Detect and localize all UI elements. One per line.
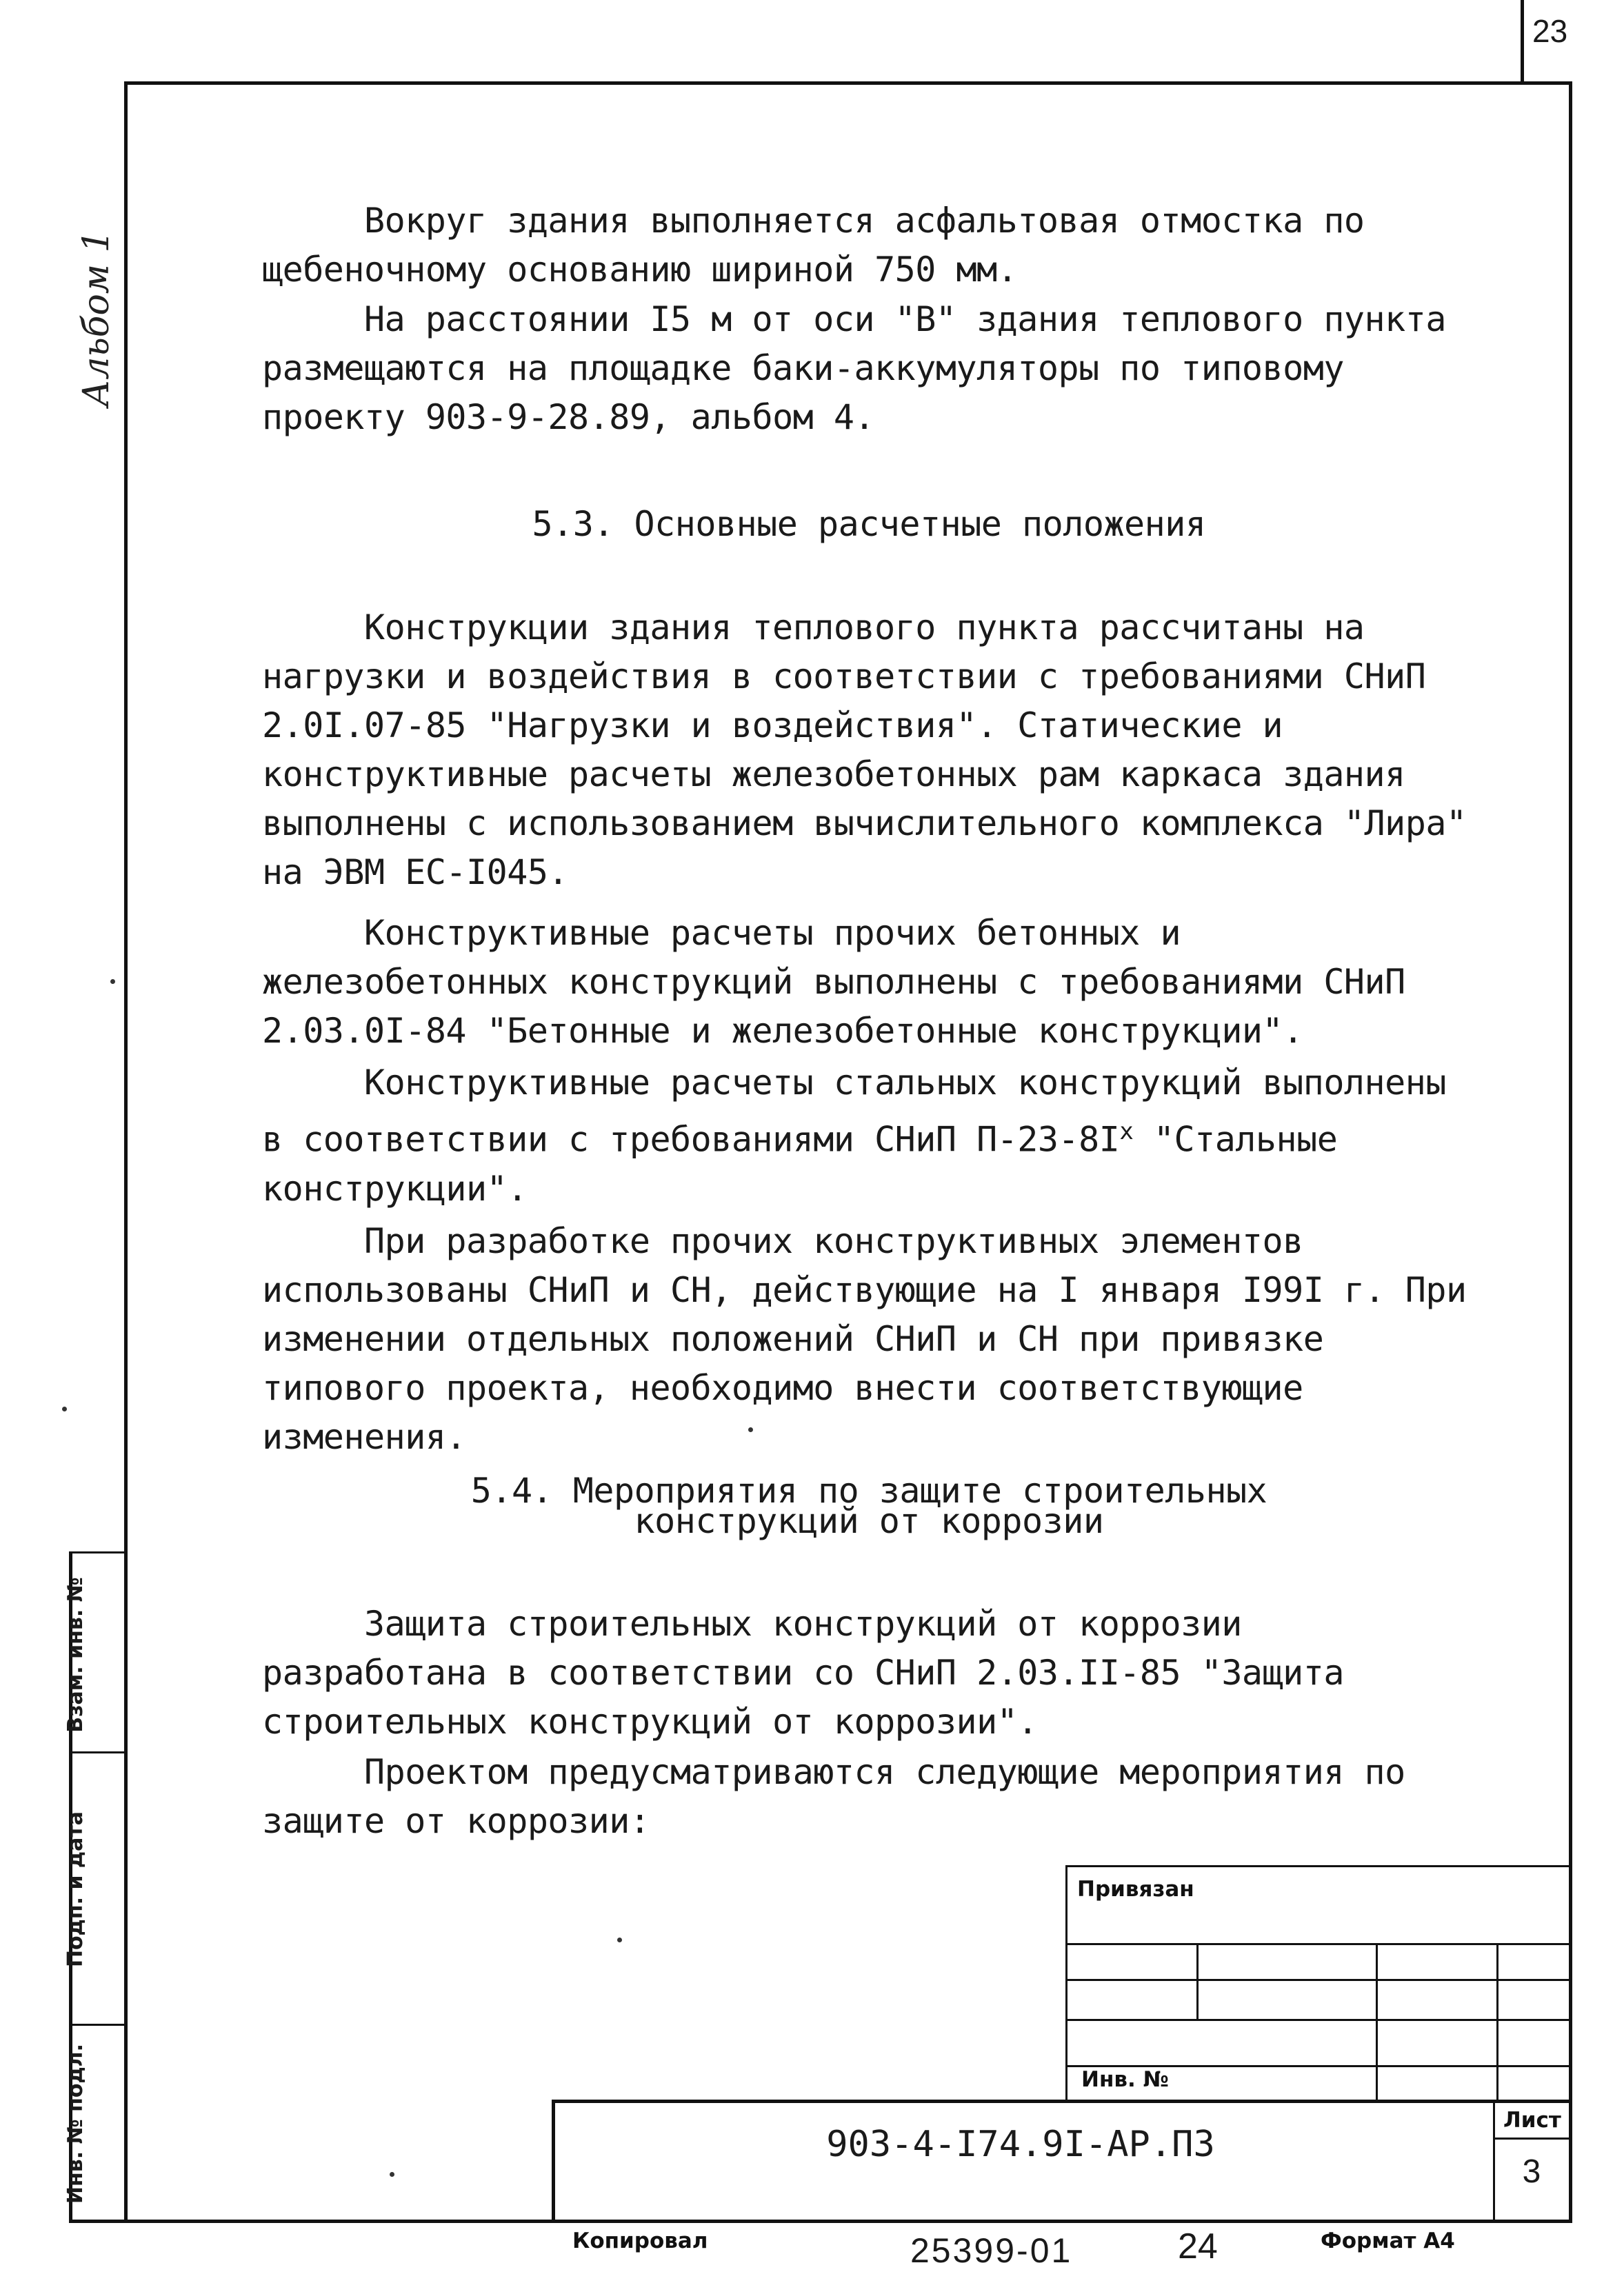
inv-no-label: Инв. № (1081, 2067, 1169, 2092)
paragraph-stal: Конструктивные расчеты стальных конструкций выполнены в соответствии с требованиями СНиП $П-23-8I^x$ "Стальные конструкции". (262, 1063, 1446, 1209)
frame-left (124, 81, 128, 2223)
scan-speck (748, 1427, 753, 1432)
paragraph-otmostka: Вокруг здания выполняется асфальтовая отмостка по щебеночному основанию шириной 750 мм. (262, 201, 1365, 290)
scan-speck (390, 2172, 394, 2177)
sheet-label: Лист (1503, 2108, 1561, 2133)
privyazan-col-3 (1496, 1943, 1498, 2103)
footer-format: Формат А4 (1321, 2229, 1455, 2253)
title-block-top (552, 2100, 1572, 2103)
page-number-divider (1521, 0, 1524, 81)
paragraph-snip: При разработке прочих конструктивных элементов использованы СНиП и СН, действующие на I января I99I г. При изменении отдельных положений СНиП и СН при привязке типового проекта, необходимо внести соответствующие изменения. (262, 1221, 1467, 1457)
frame-right (1569, 81, 1572, 2223)
side-stamp-divider-2 (69, 2024, 126, 2026)
privyazan-col-2 (1376, 1943, 1378, 2103)
sheet-label-divider (1493, 2138, 1570, 2140)
side-stamp-top (69, 1551, 126, 1553)
heading-5-4-line2: конструкций от коррозии (634, 1501, 1104, 1541)
side-stamp-divider-1 (69, 1751, 126, 1753)
scan-speck (110, 979, 115, 984)
footer-page-seq: 24 (1178, 2226, 1218, 2266)
privyazan-left (1065, 1865, 1067, 2103)
page-number: 23 (1532, 13, 1568, 49)
privyazan-label: Привязан (1077, 1877, 1194, 1902)
document-code: 903-4-I74.9I-АР.ПЗ (826, 2124, 1215, 2165)
privyazan-col-1 (1196, 1943, 1199, 2019)
privyazan-row-1 (1065, 1943, 1570, 1945)
paragraph-baki: На расстоянии I5 м от оси "В" здания теплового пункта размещаются на площадке баки-аккумуляторы по типовому проекту 903-9-28.89, альбом 4. (262, 299, 1446, 437)
paragraph-konstrukcii: Конструкции здания теплового пункта рассчитаны на нагрузки и воздействия в соответствии с требованиями СНиП 2.0I.07-85 "Нагрузки и воздействия". Статические и конструктивные расчеты железобетонных рам каркаса здания выполнены с использованием вычислительного комплекса "Лира" на ЭВМ ЕС-I045. (262, 607, 1467, 892)
footer-order-no: 25399-01 (910, 2231, 1073, 2270)
paragraph-zaschita: Защита строительных конструкций от коррозии разработана в соответствии со СНиП 2.03.II-85 "Защита строительных конструкций от коррозии". (262, 1604, 1344, 1742)
frame-bottom (69, 2220, 1572, 2223)
scan-speck (62, 1407, 67, 1411)
privyazan-top (1065, 1865, 1570, 1867)
footer-copied: Копировал (572, 2229, 708, 2253)
heading-5-4 (262, 1471, 1476, 1541)
privyazan-row-2 (1065, 1979, 1570, 1981)
scan-speck (617, 1938, 622, 1942)
paragraph-meropriyatiya: Проектом предусматриваются следующие мероприятия по защите от коррозии: (262, 1752, 1405, 1841)
side-label-inv-podl: Инв. № подл. (63, 2043, 88, 2204)
heading-5-3: 5.3. Основные расчетные положения (532, 504, 1206, 544)
margin-note: Альбом 1 (76, 230, 117, 407)
paragraph-beton: Конструктивные расчеты прочих бетонных и железобетонных конструкций выполнены с требованиями СНиП 2.03.0I-84 "Бетонные и железобетонные конструкции". (262, 913, 1405, 1051)
sheet-number: 3 (1522, 2153, 1541, 2190)
privyazan-row-3 (1065, 2019, 1570, 2021)
heading-5-4-line1: 5.4. Мероприятия по защите строительных (470, 1471, 1267, 1511)
side-label-podp-data: Подп. и дата (63, 1811, 88, 1968)
side-label-vzam-inv: Взам. инв. № (63, 1577, 88, 1733)
frame-top (124, 81, 1572, 85)
title-block-left (552, 2100, 555, 2223)
